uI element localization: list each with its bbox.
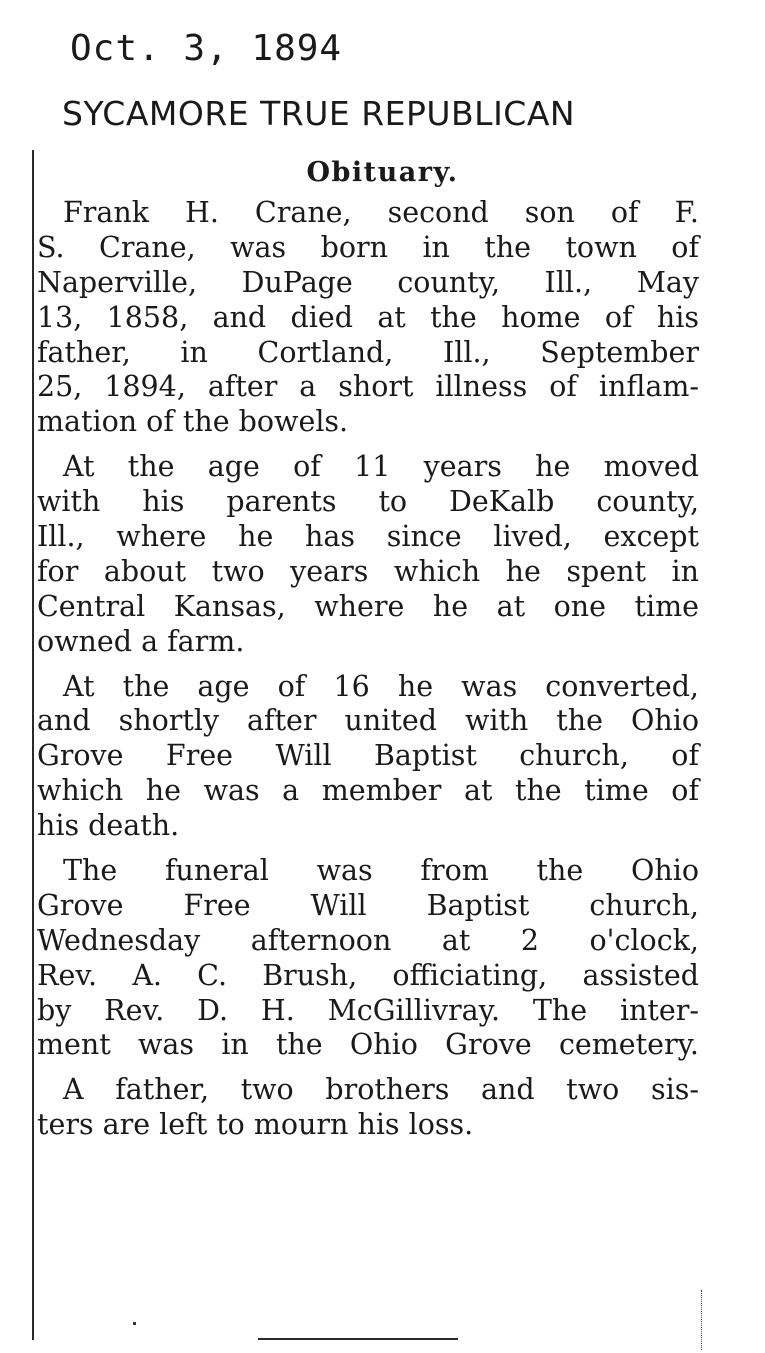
text-line: Wednesday afternoon at 2 o'clock, xyxy=(37,923,699,957)
text-line: and shortly after united with the Ohio xyxy=(37,704,699,738)
column-rule-left xyxy=(32,150,34,1340)
paragraph xyxy=(37,196,699,440)
paragraph xyxy=(37,1073,699,1143)
speck xyxy=(133,1322,136,1325)
text-line: Ill., where he has since lived, except xyxy=(37,520,699,554)
text-line: A father, two brothers and two sis- xyxy=(63,1073,699,1107)
clipping-date: Oct. 3, 1894 xyxy=(70,28,343,69)
text-line: 25, 1894, after a short illness of inflam- xyxy=(37,370,699,404)
text-line: Grove Free Will Baptist church, xyxy=(37,888,699,922)
text-line: Naperville, DuPage county, Ill., May xyxy=(37,265,699,299)
paragraph xyxy=(37,854,699,1063)
paragraph xyxy=(37,670,699,844)
text-line: father, in Cortland, Ill., September xyxy=(37,335,699,369)
text-line: owned a farm. xyxy=(37,624,245,658)
paragraph xyxy=(37,450,699,659)
text-line: for about two years which he spent in xyxy=(37,554,699,588)
text-line: mation of the bowels. xyxy=(37,405,349,439)
text-line: Rev. A. C. Brush, officiating, assisted xyxy=(37,958,699,992)
article-body xyxy=(37,196,699,1153)
column-rule-right xyxy=(701,1290,702,1350)
text-line: 13, 1858, and died at the home of his xyxy=(37,300,699,334)
text-line: At the age of 11 years he moved xyxy=(63,450,699,484)
text-line: with his parents to DeKalb county, xyxy=(37,485,699,519)
newspaper-name: SYCAMORE TRUE REPUBLICAN xyxy=(62,94,576,133)
text-line: ment was in the Ohio Grove cemetery. xyxy=(37,1028,699,1062)
text-line: which he was a member at the time of xyxy=(37,774,699,808)
article-heading: Obituary. xyxy=(306,157,459,188)
text-line: S. Crane, was born in the town of xyxy=(37,230,699,264)
text-line: Frank H. Crane, second son of F. xyxy=(63,196,699,229)
text-line: by Rev. D. H. McGillivray. The inter- xyxy=(37,993,699,1027)
text-line: ters are left to mourn his loss. xyxy=(37,1108,474,1142)
text-line: Grove Free Will Baptist church, of xyxy=(37,739,699,773)
text-line: Central Kansas, where he at one time xyxy=(37,589,699,623)
end-rule xyxy=(258,1338,458,1340)
text-line: The funeral was from the Ohio xyxy=(63,854,699,888)
text-line: At the age of 16 he was converted, xyxy=(63,669,699,703)
text-line: his death. xyxy=(37,809,180,843)
